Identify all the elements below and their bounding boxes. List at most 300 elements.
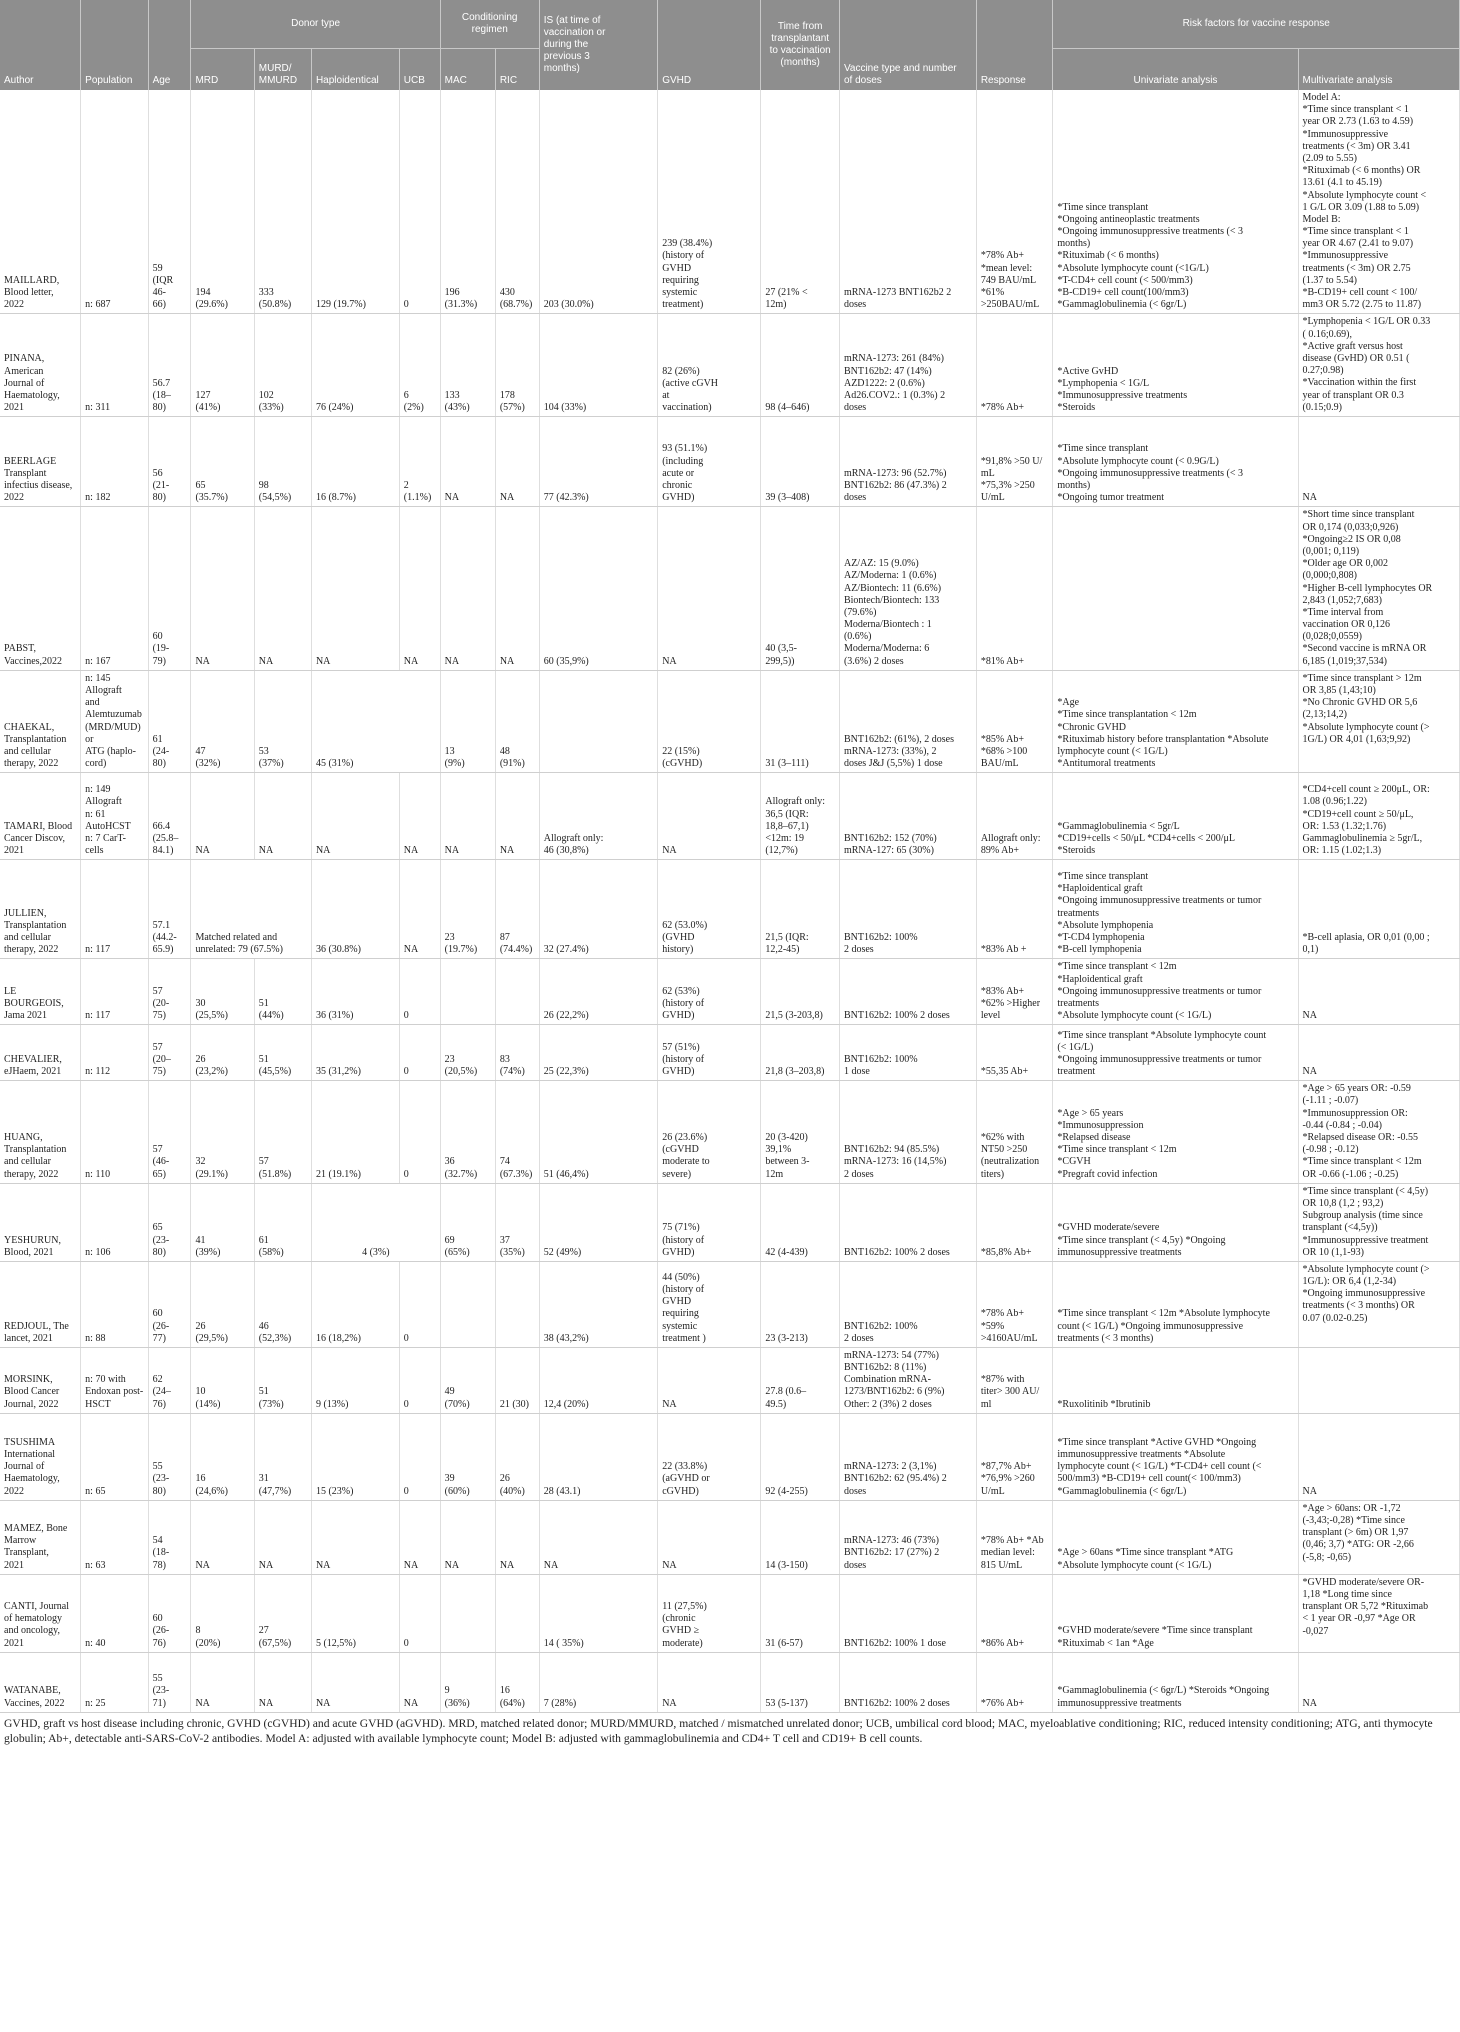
cell-response: *83% Ab+ *62% >Higher level [976, 959, 1053, 1025]
cell-haplo-ucb: 4 (3%) [311, 1183, 440, 1261]
table-row [0, 1652, 1460, 1712]
cell-gvhd: NA [658, 1652, 761, 1712]
cell-ric [495, 959, 539, 1025]
cell-mrd: 30 (25,5%) [191, 959, 254, 1025]
header-time: Time from transplantant to vaccination (months) [761, 0, 840, 90]
cell-ucb: 0 [399, 1025, 440, 1081]
cell-author: CHEVALIER, eJHaem, 2021 [0, 1025, 81, 1081]
cell-vaccine: mRNA-1273 BNT162b2 2 doses [839, 90, 976, 314]
table-row [0, 959, 1460, 1025]
cell-murd: 27 (67,5%) [254, 1574, 311, 1652]
cell-age: 65 (23- 80) [148, 1183, 191, 1261]
cell-is: 51 (46,4%) [539, 1081, 657, 1184]
header-donor-type: Donor type [191, 0, 440, 48]
cell-mrd: 47 (32%) [191, 670, 254, 773]
cell-haplo: 35 (31,2%) [311, 1025, 399, 1081]
cell-murd: 98 (54,5%) [254, 417, 311, 507]
cell-gvhd: NA [658, 773, 761, 860]
cell-haplo: NA [311, 1652, 399, 1712]
cell-age: 59 (IQR 46- 66) [148, 90, 191, 314]
cell-population: n: 25 [81, 1652, 148, 1712]
cell-mrd: 10 (14%) [191, 1347, 254, 1413]
cell-age: 60 (26- 76) [148, 1574, 191, 1652]
cell-murd: 102 (33%) [254, 314, 311, 417]
cell-population: n: 106 [81, 1183, 148, 1261]
cell-ucb: NA [399, 860, 440, 959]
cell-author: JULLIEN, Transplantation and cellular therapy, 2022 [0, 860, 81, 959]
cell-is [539, 670, 657, 773]
cell-time: 40 (3,5- 299,5)) [761, 507, 840, 670]
cell-mac: 23 (19.7%) [440, 860, 495, 959]
cell-multivariate: NA [1298, 1652, 1459, 1712]
cell-ucb: NA [399, 773, 440, 860]
cell-ric: 430 (68.7%) [495, 90, 539, 314]
cell-time: 21,5 (3-203,8) [761, 959, 840, 1025]
cell-population: n: 117 [81, 959, 148, 1025]
cell-univariate: *Active GvHD *Lymphopenia < 1G/L *Immunosuppressive treatments *Steroids [1053, 314, 1298, 417]
cell-ucb: 0 [399, 90, 440, 314]
cell-gvhd: 93 (51.1%) (including acute or chronic GVHD) [658, 417, 761, 507]
cell-mrd: 26 (29,5%) [191, 1261, 254, 1347]
cell-mac: 9 (36%) [440, 1652, 495, 1712]
cell-time: 31 (6-57) [761, 1574, 840, 1652]
header-mrd: MRD [191, 48, 254, 90]
cell-response: *83% Ab + [976, 860, 1053, 959]
cell-haplo: NA [311, 507, 399, 670]
cell-mrd: 194 (29.6%) [191, 90, 254, 314]
cell-vaccine: mRNA-1273: 96 (52.7%) BNT162b2: 86 (47.3%) 2 doses [839, 417, 976, 507]
cell-time: 20 (3-420) 39,1% between 3- 12m [761, 1081, 840, 1184]
cell-haplo-ucb: 45 (31%) [311, 670, 440, 773]
cell-murd: 53 (37%) [254, 670, 311, 773]
cell-vaccine: BNT162b2: 152 (70%) mRNA-127: 65 (30%) [839, 773, 976, 860]
cell-ucb: 0 [399, 959, 440, 1025]
cell-time: 92 (4-255) [761, 1413, 840, 1500]
cell-vaccine: mRNA-1273: 54 (77%) BNT162b2: 8 (11%) Combination mRNA- 1273/BNT162b2: 6 (9%) Other: 2 (3%) 2 doses [839, 1347, 976, 1413]
header-response: Response [976, 0, 1053, 90]
cell-murd: NA [254, 507, 311, 670]
cell-haplo: 5 (12,5%) [311, 1574, 399, 1652]
table-row [0, 417, 1460, 507]
cell-ric: 48 (91%) [495, 670, 539, 773]
cell-haplo: 21 (19.1%) [311, 1081, 399, 1184]
cell-ucb: NA [399, 507, 440, 670]
cell-multivariate: *Time since transplant > 12m OR 3,85 (1,43;10) *No Chronic GVHD OR 5,6 (2,13;14,2) *Absolute lymphocyte count (> 1G/L) OR 4,01 (1,63;9,92) [1298, 670, 1459, 773]
header-haplo: Haploidentical [311, 48, 399, 90]
cell-response: *76% Ab+ [976, 1652, 1053, 1712]
cell-multivariate: NA [1298, 959, 1459, 1025]
cell-haplo: NA [311, 773, 399, 860]
cell-haplo: 9 (13%) [311, 1347, 399, 1413]
cell-ucb: NA [399, 1500, 440, 1574]
cell-time: 98 (4–646) [761, 314, 840, 417]
cell-is: 77 (42.3%) [539, 417, 657, 507]
cell-author: WATANABE, Vaccines, 2022 [0, 1652, 81, 1712]
cell-author: PABST, Vaccines,2022 [0, 507, 81, 670]
cell-response: *62% with NT50 >250 (neutralization titers) [976, 1081, 1053, 1184]
header-risk: Risk factors for vaccine response [1053, 0, 1460, 48]
cell-murd: 51 (44%) [254, 959, 311, 1025]
cell-mac: 23 (20,5%) [440, 1025, 495, 1081]
cell-vaccine: BNT162b2: 100% 2 doses [839, 959, 976, 1025]
cell-is: 38 (43,2%) [539, 1261, 657, 1347]
cell-ucb: 6 (2%) [399, 314, 440, 417]
cell-vaccine: BNT162b2: 100% 2 doses [839, 1652, 976, 1712]
cell-age: 56 (21- 80) [148, 417, 191, 507]
table-row [0, 314, 1460, 417]
cell-multivariate [1298, 1347, 1459, 1413]
cell-is: 32 (27.4%) [539, 860, 657, 959]
table-row [0, 1500, 1460, 1574]
cell-murd: 333 (50.8%) [254, 90, 311, 314]
cell-gvhd: 75 (71%) (history of GVHD) [658, 1183, 761, 1261]
header-is: IS (at time of vaccination or during the previous 3 months) [539, 0, 657, 90]
cell-response: *81% Ab+ [976, 507, 1053, 670]
cell-time: 39 (3–408) [761, 417, 840, 507]
cell-population: n: 63 [81, 1500, 148, 1574]
cell-mrd: 8 (20%) [191, 1574, 254, 1652]
cell-gvhd: 22 (33.8%) (aGVHD or cGVHD) [658, 1413, 761, 1500]
header-vaccine: Vaccine type and number of doses [839, 0, 976, 90]
cell-population: n: 687 [81, 90, 148, 314]
cell-mrd: 41 (39%) [191, 1183, 254, 1261]
cell-mac: 69 (65%) [440, 1183, 495, 1261]
cell-univariate: *Time since transplant < 12m *Absolute lymphocyte count (< 1G/L) *Ongoing immunosuppressive treatments (< 3 months) [1053, 1261, 1298, 1347]
cell-author: MAILLARD, Blood letter, 2022 [0, 90, 81, 314]
cell-author: LE BOURGEOIS, Jama 2021 [0, 959, 81, 1025]
cell-haplo: 15 (23%) [311, 1413, 399, 1500]
cell-vaccine: AZ/AZ: 15 (9.0%) AZ/Moderna: 1 (0.6%) AZ/Biontech: 11 (6.6%) Biontech/Biontech: 133 (79.6%) Moderna/Biontech : 1 (0.6%) Moderna/Moderna: 6 (3.6%) 2 doses [839, 507, 976, 670]
cell-is: 7 (28%) [539, 1652, 657, 1712]
cell-multivariate: Model A: *Time since transplant < 1 year OR 2.73 (1.63 to 4.59) *Immunosuppressive treatments (< 3m) OR 3.41 (2.09 to 5.55) *Rituximab (< 6 months) OR 13.61 (4.1 to 45.19) *Absolute lymphocyte count < 1 G/L OR 3.09 (1.88 to 5.09) Model B: *Time since transplant < 1 year OR 4.67 (2.41 to 9.07) *Immunosuppressive treatments (< 3m) OR 2.75 (1.37 to 5.54) *B-CD19+ cell count < 100/ mm3 OR 5.72 (2.75 to 11.87) [1298, 90, 1459, 314]
cell-univariate: *Time since transplant < 12m *Haploidentical graft *Ongoing immunosuppressive treatments or tumor treatments *Absolute lymphocyte count (< 1G/L) [1053, 959, 1298, 1025]
cell-population: n: 117 [81, 860, 148, 959]
cell-vaccine: mRNA-1273: 2 (3,1%) BNT162b2: 62 (95.4%) 2 doses [839, 1413, 976, 1500]
cell-response: *85,8% Ab+ [976, 1183, 1053, 1261]
cell-multivariate: NA [1298, 1413, 1459, 1500]
cell-is: 28 (43.1) [539, 1413, 657, 1500]
cell-author: MAMEZ, Bone Marrow Transplant, 2021 [0, 1500, 81, 1574]
cell-mac: 39 (60%) [440, 1413, 495, 1500]
cell-vaccine: BNT162b2: 100% 2 doses [839, 1183, 976, 1261]
cell-time: 31 (3–111) [761, 670, 840, 773]
table-row [0, 1574, 1460, 1652]
cell-haplo: 129 (19.7%) [311, 90, 399, 314]
cell-ucb: NA [399, 1652, 440, 1712]
cell-gvhd: 62 (53.0%) (GVHD history) [658, 860, 761, 959]
cell-mac: NA [440, 417, 495, 507]
cell-population: n: 70 with Endoxan post- HSCT [81, 1347, 148, 1413]
cell-univariate: *Age > 65 years *Immunosuppression *Relapsed disease *Time since transplant < 12m *CGVH *Pregraft covid infection [1053, 1081, 1298, 1184]
cell-vaccine: mRNA-1273: 261 (84%) BNT162b2: 47 (14%) AZD1222: 2 (0.6%) Ad26.COV2.: 1 (0.3%) 2 doses [839, 314, 976, 417]
header-conditioning: Conditioning regimen [440, 0, 539, 48]
cell-univariate: *GVHD moderate/severe *Time since transplant *Rituximab < 1an *Age [1053, 1574, 1298, 1652]
header-murd: MURD/ MMURD [254, 48, 311, 90]
cell-multivariate: *B-cell aplasia, OR 0,01 (0,00 ; 0,1) [1298, 860, 1459, 959]
cell-gvhd: 44 (50%) (history of GVHD requiring systemic treatment ) [658, 1261, 761, 1347]
cell-author: BEERLAGE Transplant infectius disease, 2022 [0, 417, 81, 507]
cell-ric: 16 (64%) [495, 1652, 539, 1712]
cell-response: *78% Ab+ *mean level: 749 BAU/mL *61% >250BAU/mL [976, 90, 1053, 314]
header-age: Age [148, 0, 191, 90]
cell-mrd: 32 (29.1%) [191, 1081, 254, 1184]
cell-murd: 51 (45,5%) [254, 1025, 311, 1081]
cell-author: CANTI, Journal of hematology and oncology, 2021 [0, 1574, 81, 1652]
table-row [0, 860, 1460, 959]
cell-haplo: 36 (30.8%) [311, 860, 399, 959]
cell-mac: 13 (9%) [440, 670, 495, 773]
cell-is: 203 (30.0%) [539, 90, 657, 314]
cell-age: 60 (19- 79) [148, 507, 191, 670]
cell-population: n: 110 [81, 1081, 148, 1184]
cell-univariate: *GVHD moderate/severe *Time since transplant (< 4,5y) *Ongoing immunosuppressive treatments [1053, 1183, 1298, 1261]
cell-age: 61 (24- 80) [148, 670, 191, 773]
header-gvhd: GVHD [658, 0, 761, 90]
cell-mrd: NA [191, 507, 254, 670]
cell-response: *78% Ab+ *Ab median level: 815 U/mL [976, 1500, 1053, 1574]
cell-murd: NA [254, 1500, 311, 1574]
cell-mrd: NA [191, 1500, 254, 1574]
cell-univariate: *Age *Time since transplantation < 12m *Chronic GVHD *Rituximab history before transplantation *Absolute lymphocyte count (< 1G/L) *Antitumoral treatments [1053, 670, 1298, 773]
header-mac: MAC [440, 48, 495, 90]
cell-response: *78% Ab+ [976, 314, 1053, 417]
cell-murd: 31 (47,7%) [254, 1413, 311, 1500]
cell-univariate: *Time since transplant *Ongoing antineoplastic treatments *Ongoing immunosuppressive treatments (< 3 months) *Rituximab (< 6 months) *Absolute lymphocyte count (<1G/L) *T-CD4+ cell count (< 500/mm3) *B-CD19+ cell count(100/mm3) *Gammaglobulinemia (< 6gr/L) [1053, 90, 1298, 314]
cell-response: *78% Ab+ *59% >4160AU/mL [976, 1261, 1053, 1347]
cell-multivariate: *Absolute lymphocyte count (> 1G/L): OR 6,4 (1,2-34) *Ongoing immunosuppressive treatments (< 3 months) OR 0.07 (0.02-0.25) [1298, 1261, 1459, 1347]
cell-response: Allograft only: 89% Ab+ [976, 773, 1053, 860]
cell-ucb: 0 [399, 1347, 440, 1413]
cell-author: YESHURUN, Blood, 2021 [0, 1183, 81, 1261]
cell-age: 55 (23- 71) [148, 1652, 191, 1712]
cell-is: 14 ( 35%) [539, 1574, 657, 1652]
cell-author: HUANG, Transplantation and cellular therapy, 2022 [0, 1081, 81, 1184]
table-row [0, 1025, 1460, 1081]
cell-response: *87% with titer> 300 AU/ ml [976, 1347, 1053, 1413]
cell-ric: NA [495, 1500, 539, 1574]
header-ucb: UCB [399, 48, 440, 90]
cell-is: 52 (49%) [539, 1183, 657, 1261]
cell-response: *86% Ab+ [976, 1574, 1053, 1652]
cell-univariate: *Time since transplant *Active GVHD *Ongoing immunosuppressive treatments *Absolute lymphocyte count (< 1G/L) *T-CD4+ cell count (< 500/mm3) *B-CD19+ cell count(< 100/mm3) *Gammaglobulinemia (< 6gr/L) [1053, 1413, 1298, 1500]
cell-ucb: 2 (1.1%) [399, 417, 440, 507]
cell-age: 54 (18- 78) [148, 1500, 191, 1574]
cell-gvhd: NA [658, 507, 761, 670]
cell-mrd: NA [191, 1652, 254, 1712]
cell-author: REDJOUL, The lancet, 2021 [0, 1261, 81, 1347]
cell-gvhd: 62 (53%) (history of GVHD) [658, 959, 761, 1025]
cell-time: 27.8 (0.6– 49.5) [761, 1347, 840, 1413]
cell-population: n: 167 [81, 507, 148, 670]
cell-multivariate: *GVHD moderate/severe OR- 1,18 *Long time since transplant OR 5,72 *Rituximab < 1 year OR -0,97 *Age OR -0,027 [1298, 1574, 1459, 1652]
cell-response: *91,8% >50 U/ mL *75,3% >250 U/mL [976, 417, 1053, 507]
cell-multivariate: *Lymphopenia < 1G/L OR 0.33 ( 0.16;0.69), *Active graft versus host disease (GvHD) OR 0.51 ( 0.27;0.98) *Vaccination within the first year of transplant OR 0.3 (0.15;0.9) [1298, 314, 1459, 417]
table-row [0, 1413, 1460, 1500]
cell-mrd: 16 (24,6%) [191, 1413, 254, 1500]
cell-haplo: 16 (8.7%) [311, 417, 399, 507]
cell-multivariate: *Age > 60ans: OR -1,72 (-3,43;-0,28) *Time since transplant (> 6m) OR 1,97 (0,46; 3,7) *ATG: OR -2,66 (-5,8; -0,65) [1298, 1500, 1459, 1574]
cell-population: n: 182 [81, 417, 148, 507]
table-row [0, 1347, 1460, 1413]
cell-is: 12,4 (20%) [539, 1347, 657, 1413]
cell-author: CHAEKAL, Transplantation and cellular therapy, 2022 [0, 670, 81, 773]
cell-mac: NA [440, 507, 495, 670]
cell-vaccine: BNT162b2: (61%), 2 doses mRNA-1273: (33%), 2 doses J&J (5,5%) 1 dose [839, 670, 976, 773]
cell-is: 60 (35,9%) [539, 507, 657, 670]
cell-vaccine: mRNA-1273: 46 (73%) BNT162b2: 17 (27%) 2 doses [839, 1500, 976, 1574]
cell-age: 62 (24– 76) [148, 1347, 191, 1413]
cell-ucb: 0 [399, 1081, 440, 1184]
cell-haplo: 36 (31%) [311, 959, 399, 1025]
cell-age: 57 (46- 65) [148, 1081, 191, 1184]
cell-age: 55 (23- 80) [148, 1413, 191, 1500]
cell-is: 25 (22,3%) [539, 1025, 657, 1081]
table-row [0, 507, 1460, 670]
cell-gvhd: 26 (23.6%) (cGVHD moderate to severe) [658, 1081, 761, 1184]
header-ric: RIC [495, 48, 539, 90]
cell-murd: 51 (73%) [254, 1347, 311, 1413]
cell-age: 60 (26- 77) [148, 1261, 191, 1347]
cell-is: 26 (22,2%) [539, 959, 657, 1025]
cell-time: 21,8 (3–203,8) [761, 1025, 840, 1081]
table-row [0, 1183, 1460, 1261]
cell-population: n: 65 [81, 1413, 148, 1500]
cell-ric: NA [495, 773, 539, 860]
cell-gvhd: 82 (26%) (active cGVH at vaccination) [658, 314, 761, 417]
header-multivariate: Multivariate analysis [1298, 48, 1459, 90]
cell-is: Allograft only: 46 (30,8%) [539, 773, 657, 860]
cell-ucb: 0 [399, 1574, 440, 1652]
cell-murd: 57 (51.8%) [254, 1081, 311, 1184]
cell-univariate: *Time since transplant *Absolute lymphocyte count (< 1G/L) *Ongoing immunosuppressive treatments or tumor treatment [1053, 1025, 1298, 1081]
cell-time: 27 (21% < 12m) [761, 90, 840, 314]
cell-ric: 74 (67.3%) [495, 1081, 539, 1184]
cell-mrd: NA [191, 773, 254, 860]
cell-author: TSUSHIMA International Journal of Haematology, 2022 [0, 1413, 81, 1500]
cell-vaccine: BNT162b2: 100% 1 dose [839, 1025, 976, 1081]
cell-time: 14 (3-150) [761, 1500, 840, 1574]
cell-response: *85% Ab+ *68% >100 BAU/mL [976, 670, 1053, 773]
cell-haplo: NA [311, 1500, 399, 1574]
cell-multivariate: *CD4+cell count ≥ 200μL, OR: 1.08 (0.96;1.22) *CD19+cell count ≥ 50/μL, OR: 1.53 (1.32;1.76) Gammaglobulinemia ≥ 5gr/L, OR: 1.15 (1.02;1.3) [1298, 773, 1459, 860]
cell-ric [495, 1574, 539, 1652]
cell-age: 57 (20– 75) [148, 1025, 191, 1081]
cell-univariate: *Gammaglobulinemia (< 6gr/L) *Steroids *Ongoing immunosuppressive treatments [1053, 1652, 1298, 1712]
cell-ric: 83 (74%) [495, 1025, 539, 1081]
header-univariate: Univariate analysis [1053, 48, 1298, 90]
cell-ric: 26 (40%) [495, 1413, 539, 1500]
table-row [0, 1081, 1460, 1184]
cell-gvhd: NA [658, 1347, 761, 1413]
cell-mrd-murd: Matched related and unrelated: 79 (67.5%) [191, 860, 312, 959]
cell-ric: 87 (74.4%) [495, 860, 539, 959]
table-row [0, 670, 1460, 773]
cell-mac: NA [440, 773, 495, 860]
cell-is: 104 (33%) [539, 314, 657, 417]
header-author: Author [0, 0, 81, 90]
cell-ucb: 0 [399, 1413, 440, 1500]
cell-age: 66.4 (25.8– 84.1) [148, 773, 191, 860]
cell-is: NA [539, 1500, 657, 1574]
cell-response: *87,7% Ab+ *76,9% >260 U/mL [976, 1413, 1053, 1500]
cell-haplo: 76 (24%) [311, 314, 399, 417]
cell-author: PINANA, American Journal of Haematology, 2021 [0, 314, 81, 417]
cell-mac: 36 (32.7%) [440, 1081, 495, 1184]
cell-mac: 49 (70%) [440, 1347, 495, 1413]
cell-ric: NA [495, 507, 539, 670]
cell-ric: NA [495, 417, 539, 507]
cell-mrd: 26 (23,2%) [191, 1025, 254, 1081]
cell-mac: 133 (43%) [440, 314, 495, 417]
cell-gvhd: 11 (27,5%) (chronic GVHD ≥ moderate) [658, 1574, 761, 1652]
cell-multivariate: *Short time since transplant OR 0,174 (0,033;0,926) *Ongoing≥2 IS OR 0,08 (0,001; 0,119) *Older age OR 0,002 (0,000;0,808) *Higher B-cell lymphocytes OR 2,843 (1,052;7,683) *Time interval from vaccination OR 0,126 (0,028;0,0559) *Second vaccine is mRNA OR 6,185 (1,019;37,534) [1298, 507, 1459, 670]
cell-ric: 21 (30) [495, 1347, 539, 1413]
table-row [0, 90, 1460, 314]
cell-univariate [1053, 507, 1298, 670]
cell-multivariate: NA [1298, 1025, 1459, 1081]
cell-age: 57 (20- 75) [148, 959, 191, 1025]
cell-author: MORSINK, Blood Cancer Journal, 2022 [0, 1347, 81, 1413]
cell-population: n: 40 [81, 1574, 148, 1652]
cell-ucb: 0 [399, 1261, 440, 1347]
cell-murd: NA [254, 1652, 311, 1712]
cell-population: n: 149 Allograft n: 61 AutoHCST n: 7 CarT-cells [81, 773, 148, 860]
cell-response: *55,35 Ab+ [976, 1025, 1053, 1081]
cell-univariate: *Gammaglobulinemia < 5gr/L *CD19+cells < 50/μL *CD4+cells < 200/μL *Steroids [1053, 773, 1298, 860]
cell-gvhd: 57 (51%) (history of GVHD) [658, 1025, 761, 1081]
cell-mrd: 65 (35.7%) [191, 417, 254, 507]
cell-mrd: 127 (41%) [191, 314, 254, 417]
cell-multivariate: *Age > 65 years OR: -0.59 (-1.11 ; -0.07) *Immunosuppression OR: -0.44 (-0.84 ; -0.04) *Relapsed disease OR: -0.55 (-0.98 ; -0.12) *Time since transplant < 12m OR -0.66 (-1.06 ; -0.25) [1298, 1081, 1459, 1184]
cell-mac [440, 959, 495, 1025]
cell-haplo: 16 (18,2%) [311, 1261, 399, 1347]
cell-time: 53 (5-137) [761, 1652, 840, 1712]
cell-univariate: *Time since transplant *Absolute lymphocyte count (< 0.9G/L) *Ongoing immunosuppressive treatments (< 3 months) *Ongoing tumor treatment [1053, 417, 1298, 507]
cell-ric: 178 (57%) [495, 314, 539, 417]
header-population: Population [81, 0, 148, 90]
cell-age: 56.7 (18– 80) [148, 314, 191, 417]
cell-gvhd: NA [658, 1500, 761, 1574]
table-row [0, 1261, 1460, 1347]
cell-multivariate: NA [1298, 417, 1459, 507]
cell-population: n: 145 Allograft and Alemtuzumab (MRD/MUD) or ATG (haplo- cord) [81, 670, 148, 773]
cell-multivariate: *Time since transplant (< 4,5y) OR 10,8 (1,2 ; 93,2) Subgroup analysis (time since transplant (<4,5y)) *Immunosuppressive treatment OR 10 (1,1-93) [1298, 1183, 1459, 1261]
cell-murd: NA [254, 773, 311, 860]
cell-author: TAMARI, Blood Cancer Discov, 2021 [0, 773, 81, 860]
cell-gvhd: 22 (15%) (cGVHD) [658, 670, 761, 773]
cell-time: Allograft only: 36,5 (IQR: 18,8–67,1) <12m: 19 (12,7%) [761, 773, 840, 860]
table-row [0, 773, 1460, 860]
cell-age: 57.1 (44.2- 65.9) [148, 860, 191, 959]
cell-time: 21,5 (IQR: 12,2-45) [761, 860, 840, 959]
cell-time: 23 (3-213) [761, 1261, 840, 1347]
cell-vaccine: BNT162b2: 100% 2 doses [839, 1261, 976, 1347]
table-footnote: GVHD, graft vs host disease including chronic, GVHD (cGVHD) and acute GVHD (aGVHD). MRD, matched related donor; MURD/MMURD, matched / mismatched unrelated donor; UCB, umbilical cord blood; MAC, myeloablative conditioning; RIC, reduced intensity conditioning; ATG, anti thymocyte globulin; Ab+, detectable anti-SARS-CoV-2 antibodies. Model A: adjusted with available lymphocyte count; Model B: adjusted with gammaglobulinemia and CD4+ T cell and CD19+ B cell counts. [4, 1716, 1433, 1745]
cell-mac [440, 1574, 495, 1652]
cell-univariate: *Ruxolitinib *Ibrutinib [1053, 1347, 1298, 1413]
cell-murd: 46 (52,3%) [254, 1261, 311, 1347]
cell-murd: 61 (58%) [254, 1183, 311, 1261]
cell-vaccine: BNT162b2: 100% 1 dose [839, 1574, 976, 1652]
cell-mac [440, 1261, 495, 1347]
cell-population: n: 311 [81, 314, 148, 417]
cell-time: 42 (4-439) [761, 1183, 840, 1261]
cell-vaccine: BNT162b2: 94 (85.5%) mRNA-1273: 16 (14,5%) 2 doses [839, 1081, 976, 1184]
cell-vaccine: BNT162b2: 100% 2 doses [839, 860, 976, 959]
cell-gvhd: 239 (38.4%) (history of GVHD requiring systemic treatment) [658, 90, 761, 314]
cell-ric: 37 (35%) [495, 1183, 539, 1261]
cell-univariate: *Time since transplant *Haploidentical graft *Ongoing immunosuppressive treatments or tumor treatments *Absolute lymphopenia *T-CD4 lymphopenia *B-cell lymphopenia [1053, 860, 1298, 959]
